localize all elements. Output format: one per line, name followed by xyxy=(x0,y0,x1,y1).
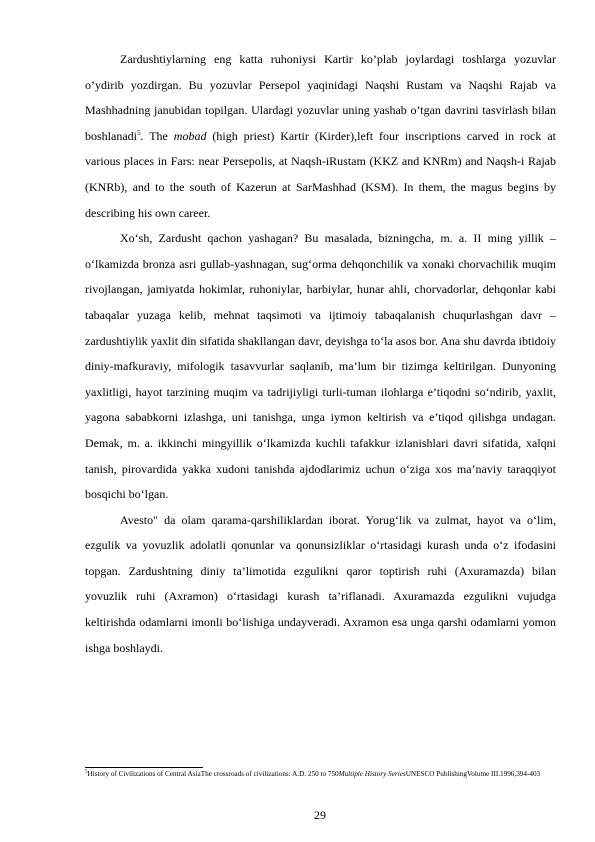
footnote-series-title: Multiple History Series xyxy=(338,770,406,778)
footnote-divider xyxy=(85,767,203,768)
paragraph-1-text-end: (high priest) Kartir (Kirder),left four inscriptions carved in rock at various places in Fars: near Persepolis, at Naqsh-iRustam (KKZ and KNRm) and Naqsh-i Rajab (KNRb), and to the south of Kazerun at SarMashhad (KSM). In them, the magus begins by describing his own career. xyxy=(85,128,556,220)
paragraph-1-italic-term: mobad xyxy=(173,128,207,143)
footnote xyxy=(85,769,556,780)
paragraph-1 xyxy=(85,47,556,226)
page-number: 29 xyxy=(314,808,326,822)
page-body xyxy=(85,47,556,661)
footnote-reference[interactable]: 5 xyxy=(137,128,141,137)
paragraph-1-text-mid: . The xyxy=(140,128,174,143)
footnote-text: History of Civilizations of Central AsiaThe crossroads of civilizations: A.D. 250 to 750 xyxy=(87,770,339,778)
paragraph-2: Xo‘sh, Zardusht qachon yashagan? Bu masalada, bizningcha, m. a. II ming yillik – o‘lkamizda bronza asri gullab-yashnagan, sug‘orma dehqonchilik va xonaki chorvachilik muqim rivojlangan, jamiyatda hokimlar, ruhoniylar, harbiylar, hunar ahli, chorvadorlar, dehqonlar kabi tabaqalar yuzaga kelib, mehnat taqsimoti va ijtimoiy tabaqalanish chuqurlashgan davr – zardushtiylik yaxlit din sifatida shakllangan davr, deyishga to‘la asos bor. Ana shu davrda ibtidoiy diniy-mafkuraviy, mifologik tasavvurlar saqlanib, ma’lum bir tizimga keltirilgan. Dunyoning yaxlitligi, hayot tarzining muqim va tadrijiyligi turli-tuman ilohlarga e’tiqodni so‘ndirib, yaxlit, yagona sababkorni izlashga, uni tanishga, unga iymon keltirish va e’tiqod qilishga undagan. Demak, m. a. ikkinchi mingyillik o‘lkamizda kuchli tafakkur izlanishlari davri sifatida, xalqni tanish, pirovardida yakka xudoni tanishda ajdodlarimiz uchun o‘ziga xos ma’naviy taraqqiyot bosqichi bo‘lgan. xyxy=(85,231,556,502)
paragraph-1-text: Zardushtiylarning eng katta ruhoniysi Kartir ko’plab joylardagi toshlarga yozuvlar o’ydirib yozdirgan. Bu yozuvlar Persepol yaqinidagi Naqshi Rustam va Naqshi Rajab va Mashhadning janubidan topilgan. Ulardagi yozuvlar uning yashab o’tgan davrini tasvirlash bilan boshlanadi xyxy=(85,52,556,143)
footnote-publisher: UNESCO PublishingVolume III.1996,394-403 xyxy=(405,770,541,778)
footnote-number: 5 xyxy=(85,769,88,775)
paragraph-3: Avesto" da olam qarama-qarshiliklardan iborat. Yorug‘lik va zulmat, hayot va o‘lim, ezgulik va yovuzlik adolatli qonunlar va qonunsizliklar o‘rtasidagi kurash unda o‘z ifodasini topgan. Zardushtning diniy ta’limotida ezgulikni qaror toptirish ruhi (Axuramazda) bilan yovuzlik ruhi (Axramon) o‘rtasidagi kurash ta’riflanadi. Axuramazda ezgulikni vujudga keltirishda odamlarni imonli bo‘lishiga undayveradi. Axramon esa unga qarshi odamlarni yomon ishga boshlaydi. xyxy=(85,512,556,655)
